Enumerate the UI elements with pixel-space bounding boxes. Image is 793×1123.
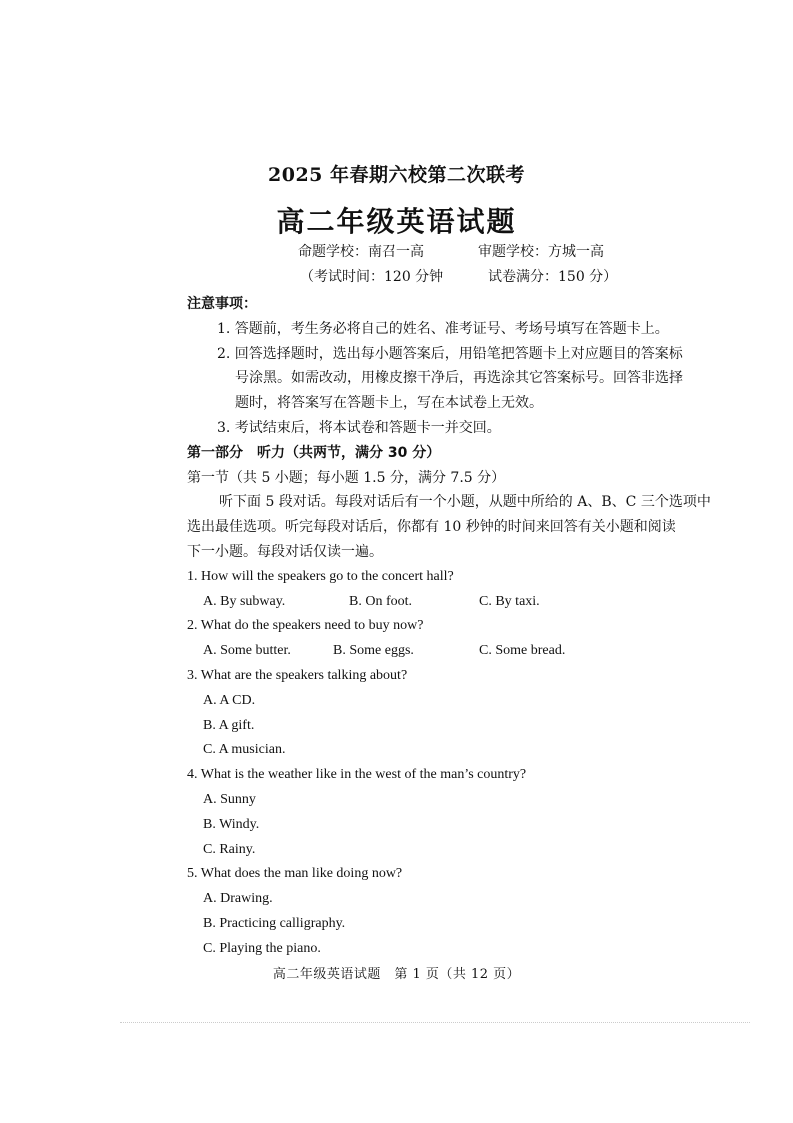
page-footer: 高二年级英语试题 第 1 页（共 12 页）: [272, 967, 521, 982]
option-a: A. A CD.: [203, 692, 256, 708]
option-c: C. A musician.: [203, 742, 286, 758]
question-stem: 3. What are the speakers talking about?: [187, 667, 408, 683]
page-edge-line: [120, 1022, 750, 1023]
section1-heading: 第一节（共 5 小题；每小题 1.5 分，满分 7.5 分）: [187, 469, 506, 486]
question-stem: 5. What does the man like doing now?: [187, 866, 403, 882]
option-a: A. By subway.: [203, 593, 286, 609]
exam-time: （考试时间：120 分钟: [300, 269, 444, 285]
note-item: 1. 答题前，考生务必将自己的姓名、准考证号、考场号填写在答题卡上。: [217, 320, 669, 337]
option-c: C. Rainy.: [203, 841, 256, 857]
setter-school: 命题学校：南召一高: [298, 244, 424, 260]
option-c: C. Some bread.: [479, 643, 566, 659]
exam-body: [187, 292, 747, 962]
question-options: [187, 639, 747, 664]
reviewer-school: 审题学校：方城一高: [478, 244, 604, 260]
exam-name: 2025 年春期六校第二次联考: [268, 164, 525, 186]
question-stem: 4. What is the weather like in the west of the man’s country?: [187, 767, 527, 783]
option-c: C. By taxi.: [479, 593, 540, 609]
option-c: C. Playing the piano.: [203, 940, 321, 956]
option-b: B. Practicing calligraphy.: [203, 915, 346, 931]
option-b: B. Some eggs.: [333, 643, 414, 659]
option-b: B. On foot.: [349, 593, 412, 609]
full-score: 试卷满分：150 分）: [488, 269, 618, 285]
part1-heading: 第一部分 听力（共两节，满分 30 分）: [187, 444, 441, 461]
instruction-line: 听下面 5 段对话。每段对话后有一个小题，从题中所给的 A、B、C 三个选项中: [219, 494, 711, 511]
note-item: 号涂黑。如需改动，用橡皮擦干净后，再选涂其它答案标号。回答非选择: [235, 370, 683, 387]
subject-title: 高二年级英语试题: [276, 205, 517, 238]
instruction-line: 下一小题。每段对话仅读一遍。: [187, 543, 383, 560]
option-a: A. Sunny: [203, 791, 256, 807]
option-a: A. Drawing.: [203, 891, 273, 907]
option-a: A. Some butter.: [203, 643, 291, 659]
question-options: [187, 590, 747, 615]
question-stem: 1. How will the speakers go to the concert hall?: [187, 568, 454, 584]
notes-heading: 注意事项：: [187, 296, 257, 312]
note-item: 2. 回答选择题时，选出每小题答案后，用铅笔把答题卡上对应题目的答案标: [217, 345, 683, 362]
note-item: 题时，将答案写在答题卡上，写在本试卷上无效。: [235, 395, 543, 412]
instruction-line: 选出最佳选项。听完每段对话后，你都有 10 秒钟的时间来回答有关小题和阅读: [187, 519, 676, 536]
option-b: B. A gift.: [203, 717, 255, 733]
note-item: 3. 考试结束后，将本试卷和答题卡一并交回。: [217, 419, 501, 436]
option-b: B. Windy.: [203, 816, 260, 832]
question-stem: 2. What do the speakers need to buy now?: [187, 618, 424, 634]
